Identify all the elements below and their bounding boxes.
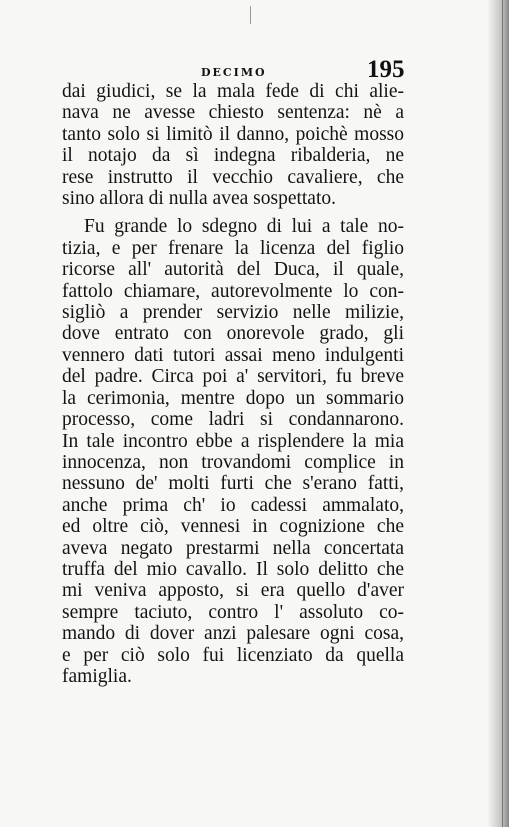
text-line: mando di dover anzi palesare ogni cosa,: [62, 623, 404, 645]
text-line: dove entrato con onorevole grado, gli: [62, 323, 404, 345]
page-mark: [250, 6, 251, 24]
text-line: del padre. Circa poi a' servitori, fu breve: [62, 366, 404, 388]
page-edge-line: [502, 0, 503, 827]
text-line: ed oltre ciò, vennesi in cognizione che: [62, 516, 404, 538]
text-line: la cerimonia, mentre dopo un sommario: [62, 387, 404, 409]
page-number: 195: [367, 56, 405, 83]
text-line: tanto solo si limitò il danno, poichè mosso: [62, 123, 404, 145]
text-line: aveva negato prestarmi nella concertata: [62, 537, 404, 559]
page-edge-shadow: [487, 0, 509, 827]
text-line: In tale incontro ebbe a risplendere la mia: [62, 430, 404, 452]
chapter-heading: DECIMO: [201, 66, 267, 79]
text-line: e per ciò solo fui licenziato da quella: [62, 644, 404, 666]
text-line: nava ne avesse chiesto sentenza: nè a: [62, 102, 404, 124]
text-line: processo, come ladri si condannarono.: [62, 409, 404, 431]
text-line: tizia, e per frenare la licenza del figlio: [62, 237, 404, 259]
body-text: [62, 81, 404, 687]
text-line: ricorse all' autorità del Duca, il quale,: [62, 259, 404, 281]
text-line: famiglia.: [62, 665, 132, 687]
text-line: sempre taciuto, contro l' assoluto co-: [62, 601, 404, 623]
text-line: fattolo chiamare, autorevolmente lo con-: [62, 280, 404, 302]
text-line: mi veniva apposto, si era quello d'aver: [62, 580, 404, 602]
text-line: truffa del mio cavallo. Il solo delitto che: [62, 558, 404, 580]
text-line: sigliò a prender servizio nelle milizie,: [62, 302, 404, 324]
text-line: il notajo da sì indegna ribalderia, ne: [62, 145, 404, 167]
text-line: rese instrutto il vecchio cavaliere, che: [62, 166, 404, 188]
text-line: innocenza, non trovandomi complice in: [62, 451, 404, 473]
text-line: sino allora di nulla avea sospettato.: [62, 188, 337, 210]
text-line: Fu grande lo sdegno di lui a tale no-: [84, 216, 404, 238]
text-line: anche prima ch' io cadessi ammalato,: [62, 494, 404, 516]
text-line: dai giudici, se la mala fede di chi alie-: [62, 81, 404, 102]
paragraph-gap: [62, 209, 404, 216]
text-line: nessuno de' molti furti che s'erano fatti,: [62, 473, 404, 495]
text-line: vennero dati tutori assai meno indulgenti: [62, 344, 404, 366]
